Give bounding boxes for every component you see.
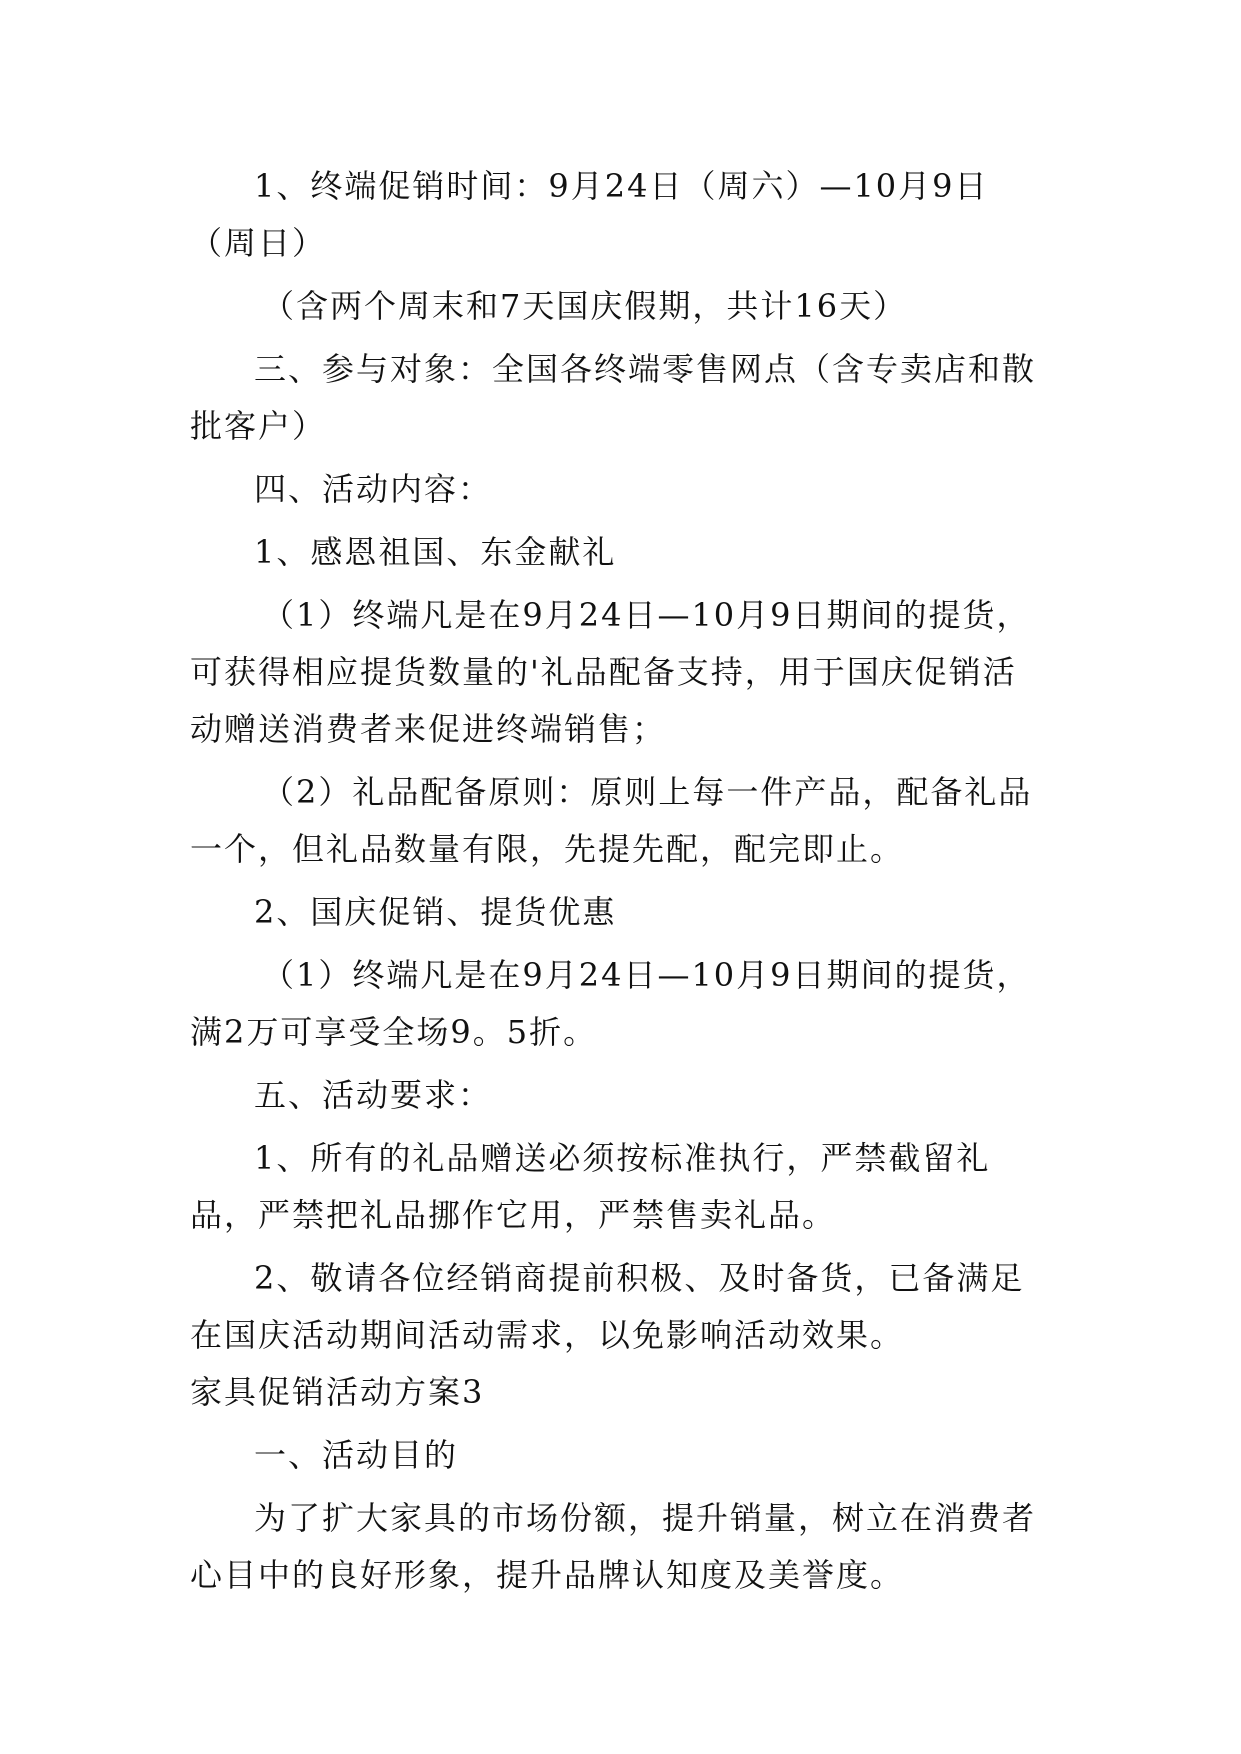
paragraph-gift-principle: （2）礼品配备原则：原则上每一件产品，配备礼品一个，但礼品数量有限，先提先配，配完即止。 — [190, 773, 1033, 868]
document-body — [190, 158, 1050, 1604]
paragraph-gift-support: （1）终端凡是在9月24日—10月9日期间的提货，可获得相应提货数量的'礼品配备支持，用于国庆促销活动赠送消费者来促进终端销售； — [190, 596, 1031, 748]
subheading-gratitude-gift: 1、感恩祖国、东金献礼 — [254, 533, 617, 571]
paragraph-requirement-2: 2、敬请各位经销商提前积极、及时备货，已备满足在国庆活动期间活动需求，以免影响活动效果。 — [190, 1259, 1025, 1354]
heading-activity-purpose: 一、活动目的 — [254, 1436, 459, 1474]
section-title-plan-3: 家具促销活动方案3 — [190, 1373, 485, 1411]
paragraph-purpose-text: 为了扩大家具的市场份额，提升销量，树立在消费者心目中的良好形象，提升品牌认知度及美誉度。 — [190, 1499, 1037, 1594]
heading-activity-content: 四、活动内容： — [254, 470, 493, 508]
paragraph-discount-rule: （1）终端凡是在9月24日—10月9日期间的提货，满2万可享受全场9。5折。 — [190, 956, 1031, 1051]
heading-activity-requirements: 五、活动要求： — [254, 1076, 493, 1114]
paragraph-promo-time: 1、终端促销时间：9月24日（周六）—10月9日（周日） — [190, 167, 989, 262]
paragraph-participants: 三、参与对象：全国各终端零售网点（含专卖店和散批客户） — [190, 350, 1037, 445]
paragraph-requirement-1: 1、所有的礼品赠送必须按标准执行，严禁截留礼品，严禁把礼品挪作它用，严禁售卖礼品。 — [190, 1139, 991, 1234]
subheading-pickup-discount: 2、国庆促销、提货优惠 — [254, 893, 617, 931]
paragraph-holiday-note: （含两个周末和7天国庆假期，共计16天） — [262, 287, 908, 325]
